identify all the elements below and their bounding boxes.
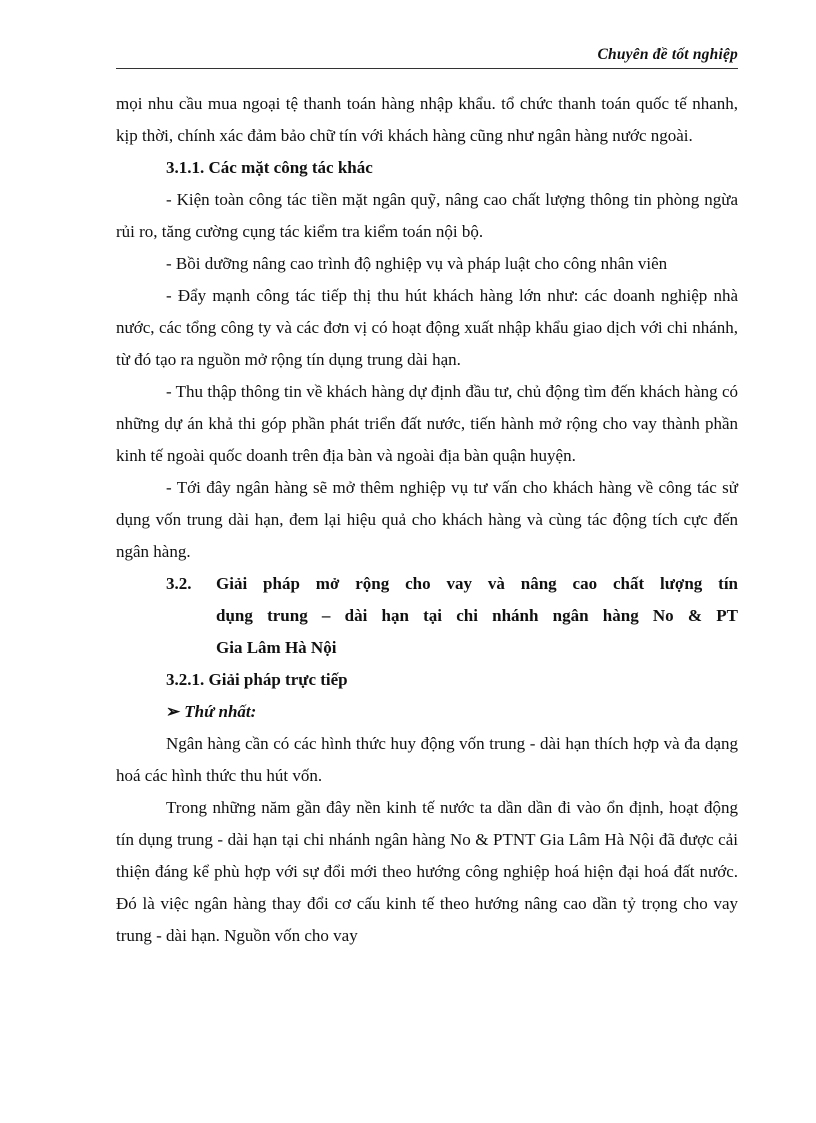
section-heading-3-2-1: 3.2.1. Giải pháp trực tiếp <box>166 670 348 689</box>
section-heading-3-1-1: 3.1.1. Các mặt công tác khác <box>166 158 373 177</box>
section-title-line-3: Gia Lâm Hà Nội <box>216 638 337 657</box>
section-heading-3-2 <box>116 568 738 664</box>
section-title-line-2: dụng trung – dài hạn tại chi nhánh ngân hàng No & PT <box>216 606 738 625</box>
document-body <box>116 88 738 952</box>
section-title <box>216 568 738 664</box>
section-number: 3.2. <box>166 574 192 593</box>
paragraph-recent-years: Trong những năm gần đây nền kinh tế nước ta dần dần đi vào ổn định, hoạt động tín dụng trung - dài hạn tại chi nhánh ngân hàng No & PTNT Gia Lâm Hà Nội đã được cải thiện đáng kể phù hợp với sự đổi mới theo hướng công nghiệp hoá hiện đại hoá đất nước. Đó là việc ngân hàng thay đổi cơ cấu kinh tế theo hướng nâng cao dần tỷ trọng cho vay trung - dài hạn. Nguồn vốn cho vay <box>116 798 738 945</box>
paragraph-cash-management: - Kiện toàn công tác tiền mặt ngân quỹ, nâng cao chất lượng thông tin phòng ngừa rủi ro, tăng cường cụng tác kiểm tra kiểm toán nội bộ. <box>116 190 738 241</box>
arrow-bullet-icon: ➢ <box>166 702 181 721</box>
paragraph-advisory: - Tới đây ngân hàng sẽ mở thêm nghiệp vụ tư vấn cho khách hàng về công tác sử dụng vốn trung dài hạn, đem lại hiệu quả cho khách hàng và cùng tác động tích cực đến ngân hàng. <box>116 478 738 561</box>
paragraph-marketing: - Đẩy mạnh công tác tiếp thị thu hút khách hàng lớn như: các doanh nghiệp nhà nước, các tổng công ty và các đơn vị có hoạt động xuất nhập khẩu giao dịch với chi nhánh, từ đó tạo ra nguồn mở rộng tín dụng trung dài hạn. <box>116 286 738 369</box>
bullet-heading-text: Thứ nhất: <box>184 702 257 721</box>
header-title: Chuyên đề tốt nghiệp <box>597 46 738 63</box>
paragraph-capital-mobilization: Ngân hàng cần có các hình thức huy động vốn trung - dài hạn thích hợp và đa dạng hoá các hình thức thu hút vốn. <box>116 734 738 785</box>
section-title-line-1: Giải pháp mở rộng cho vay và nâng cao chất lượng tín <box>216 574 738 593</box>
paragraph-customer-info: - Thu thập thông tin về khách hàng dự định đầu tư, chủ động tìm đến khách hàng có những dự án khả thi góp phần phát triển đất nước, tiến hành mở rộng cho vay thành phần kinh tế ngoài quốc doanh trên địa bàn và ngoài địa bàn quận huyện. <box>116 382 738 465</box>
bullet-heading <box>116 696 738 728</box>
paragraph-continuation: mọi nhu cầu mua ngoại tệ thanh toán hàng nhập khẩu. tổ chức thanh toán quốc tế nhanh, kịp thời, chính xác đảm bảo chữ tín với khách hàng cũng như ngân hàng nước ngoài. <box>116 94 738 145</box>
page-header <box>116 42 738 69</box>
paragraph-staff-training: - Bồi dưỡng nâng cao trình độ nghiệp vụ và pháp luật cho công nhân viên <box>166 254 668 273</box>
